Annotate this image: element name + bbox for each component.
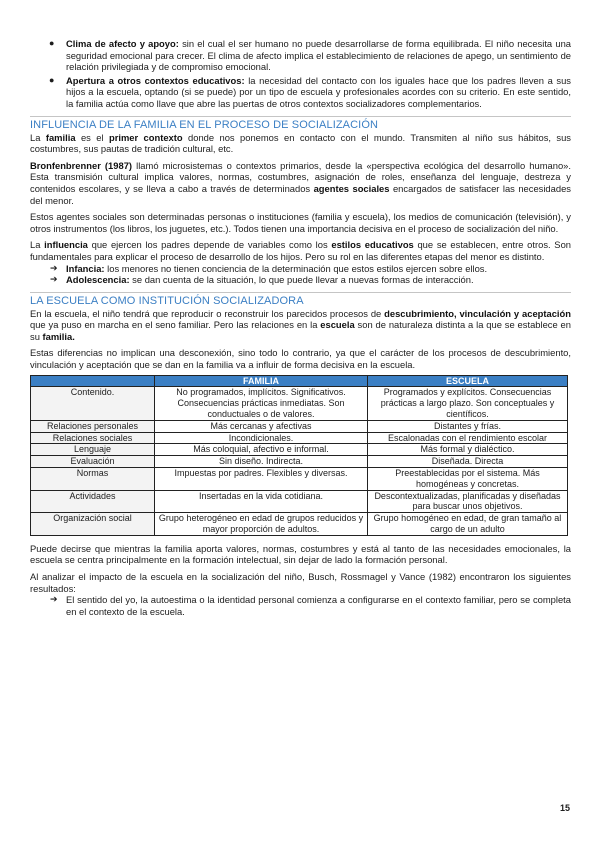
table-cell: No programados, implícitos. Significativos. Consecuencias prácticas inmediatas. Son conductuales o de valores. [155,387,368,420]
bullet-icon: ● [49,38,55,48]
table-header [31,375,155,387]
section-title: INFLUENCIA DE LA FAMILIA EN EL PROCESO DE SOCIALIZACIÓN [30,116,571,132]
list-item: ● Clima de afecto y apoyo: sin el cual el ser humano no puede desarrollarse de forma equilibrada. El niño necesita una seguridad emocional para crecer. El clima de afecto implica el establecimiento de relaciones de apego, un sentimiento de relación privilegiada y de compromiso emocional. [49,38,571,73]
arrow-right-icon: ➔ [50,594,58,605]
paragraph: En la escuela, el niño tendrá que reproducir o reconstruir los parecidos procesos de descubrimiento, vinculación y aceptación que ya puso en marcha en el seno familiar. Pero las relaciones en la escuela son de naturaleza distinta a la que se establece en su familia. [30,307,571,342]
table-cell: Diseñada. Directa [368,456,568,468]
table-cell: Grupo heterogéneo en edad de grupos reducidos y mayor proporción de adultos. [155,513,368,536]
table-cell: Contenido. [31,387,155,420]
paragraph: La influencia que ejercen los padres depende de variables como los estilos educativos que se establecen, entre otros. Son fundamentales para explicar el proceso de desarrollo de los hijos. Pero su rol en las diferentes etapas del menor es distinto. [30,239,571,262]
table-cell: Relaciones sociales [31,432,155,444]
table-cell: Más formal y dialéctico. [368,444,568,456]
table-cell: Normas [31,468,155,491]
page-number: 15 [559,803,570,813]
paragraph: Al analizar el impacto de la escuela en la socialización del niño, Busch, Rossmagel y Vance (1982) encontraron los siguientes resultados: [30,571,571,594]
table-cell: Impuestas por padres. Flexibles y diversas. [155,468,368,491]
table-cell: Lenguaje [31,444,155,456]
page-content [30,38,571,617]
paragraph: Bronfenbrenner (1987) llamó microsistemas o contextos primarios, desde la «perspectiva ecológica del desarrollo humano». Esta transmisión cultural implica valores, normas, costumbres, asignación de roles, enseñanza del lenguaje, destreza y contenidos escolares, y se lleva a cabo a través de determinados agentes sociales encargados de satisfacer las necesidades del menor. [30,159,571,206]
table-row [31,456,568,468]
table-header-row [31,375,568,387]
list-item: ➔ El sentido del yo, la autoestima o la identidad personal comienza a configurarse en el contexto familiar, pero se completa en el contexto de la escuela. [50,594,571,617]
paragraph: Estas diferencias no implican una desconexión, sino todo lo contrario, ya que el carácter de los procesos de descubrimiento, vinculación y aceptación que se dan en la familia va a influir de forma decisiva en la escuela. [30,347,571,371]
table-cell: Actividades [31,490,155,513]
list-item: ● Apertura a otros contextos educativos: la necesidad del contacto con los iguales hace que los padres lleven a sus hijos a la escuela, optando (si se puede) por un tipo de escuela y profesionales acordes con su criterio. En este sentido, la familia actúa como llave que abre las puertas de otros contextos socializadores complementarios. [49,74,571,109]
table-row [31,444,568,456]
table-cell: Más cercanas y afectivas [155,420,368,432]
arrow-right-icon: ➔ [50,274,58,285]
table-cell: Escalonadas con el rendimiento escolar [368,432,568,444]
table-cell: Organización social [31,513,155,536]
bullet-icon: ● [49,74,55,85]
table-header: ESCUELA [368,375,568,387]
paragraph: Puede decirse que mientras la familia aporta valores, normas, costumbres y está al tanto de las necesidades emocionales, la escuela se centra principalmente en la formación intelectual, sin dejar de lado la formación personal. [30,542,571,566]
table-row [31,468,568,491]
arrow-right-icon: ➔ [50,262,58,273]
table-row [31,490,568,513]
table-cell: Descontextualizadas, planificadas y diseñadas para buscar unos objetivos. [368,490,568,513]
table-row [31,387,568,420]
paragraph: Estos agentes sociales son determinadas personas o instituciones (familia y escuela), los medios de comunicación (televisión), y otros instrumentos (los libros, los juguetes, etc.). Todos tienen una importancia decisiva en el proceso de socialización del niño. [30,211,571,234]
comparison-table [30,375,568,536]
table-cell: Grupo homogéneo en edad, de gran tamaño al cargo de un adulto [368,513,568,536]
list-item: ➔ Adolescencia: se dan cuenta de la situación, lo que puede llevar a nuevas formas de interacción. [50,274,474,286]
table-cell: Sin diseño. Indirecta. [155,456,368,468]
table-header: FAMILIA [155,375,368,387]
table-cell: Relaciones personales [31,420,155,432]
table-cell: Distantes y frías. [368,420,568,432]
table-cell: Evaluación [31,456,155,468]
table-row [31,420,568,432]
table-cell: Más coloquial, afectivo e informal. [155,444,368,456]
paragraph: La familia es el primer contexto donde nos ponemos en contacto con el mundo. Transmiten al niño sus hábitos, sus costumbres, sus pautas de tradición cultural, etc. [30,131,571,155]
table-cell: Preestablecidas por el sistema. Más homogéneas y concretas. [368,468,568,491]
table-row [31,432,568,444]
list-item: ➔ Infancia: los menores no tienen conciencia de la determinación que estos estilos ejercen sobre ellos. [50,262,488,274]
table-cell: Programados y explícitos. Consecuencias prácticas a largo plazo. Son conceptuales y científicos. [368,387,568,420]
table-row [31,513,568,536]
table-cell: Insertadas en la vida cotidiana. [155,490,368,513]
section-title: LA ESCUELA COMO INSTITUCIÓN SOCIALIZADORA [30,292,571,308]
table-cell: Incondicionales. [155,432,368,444]
